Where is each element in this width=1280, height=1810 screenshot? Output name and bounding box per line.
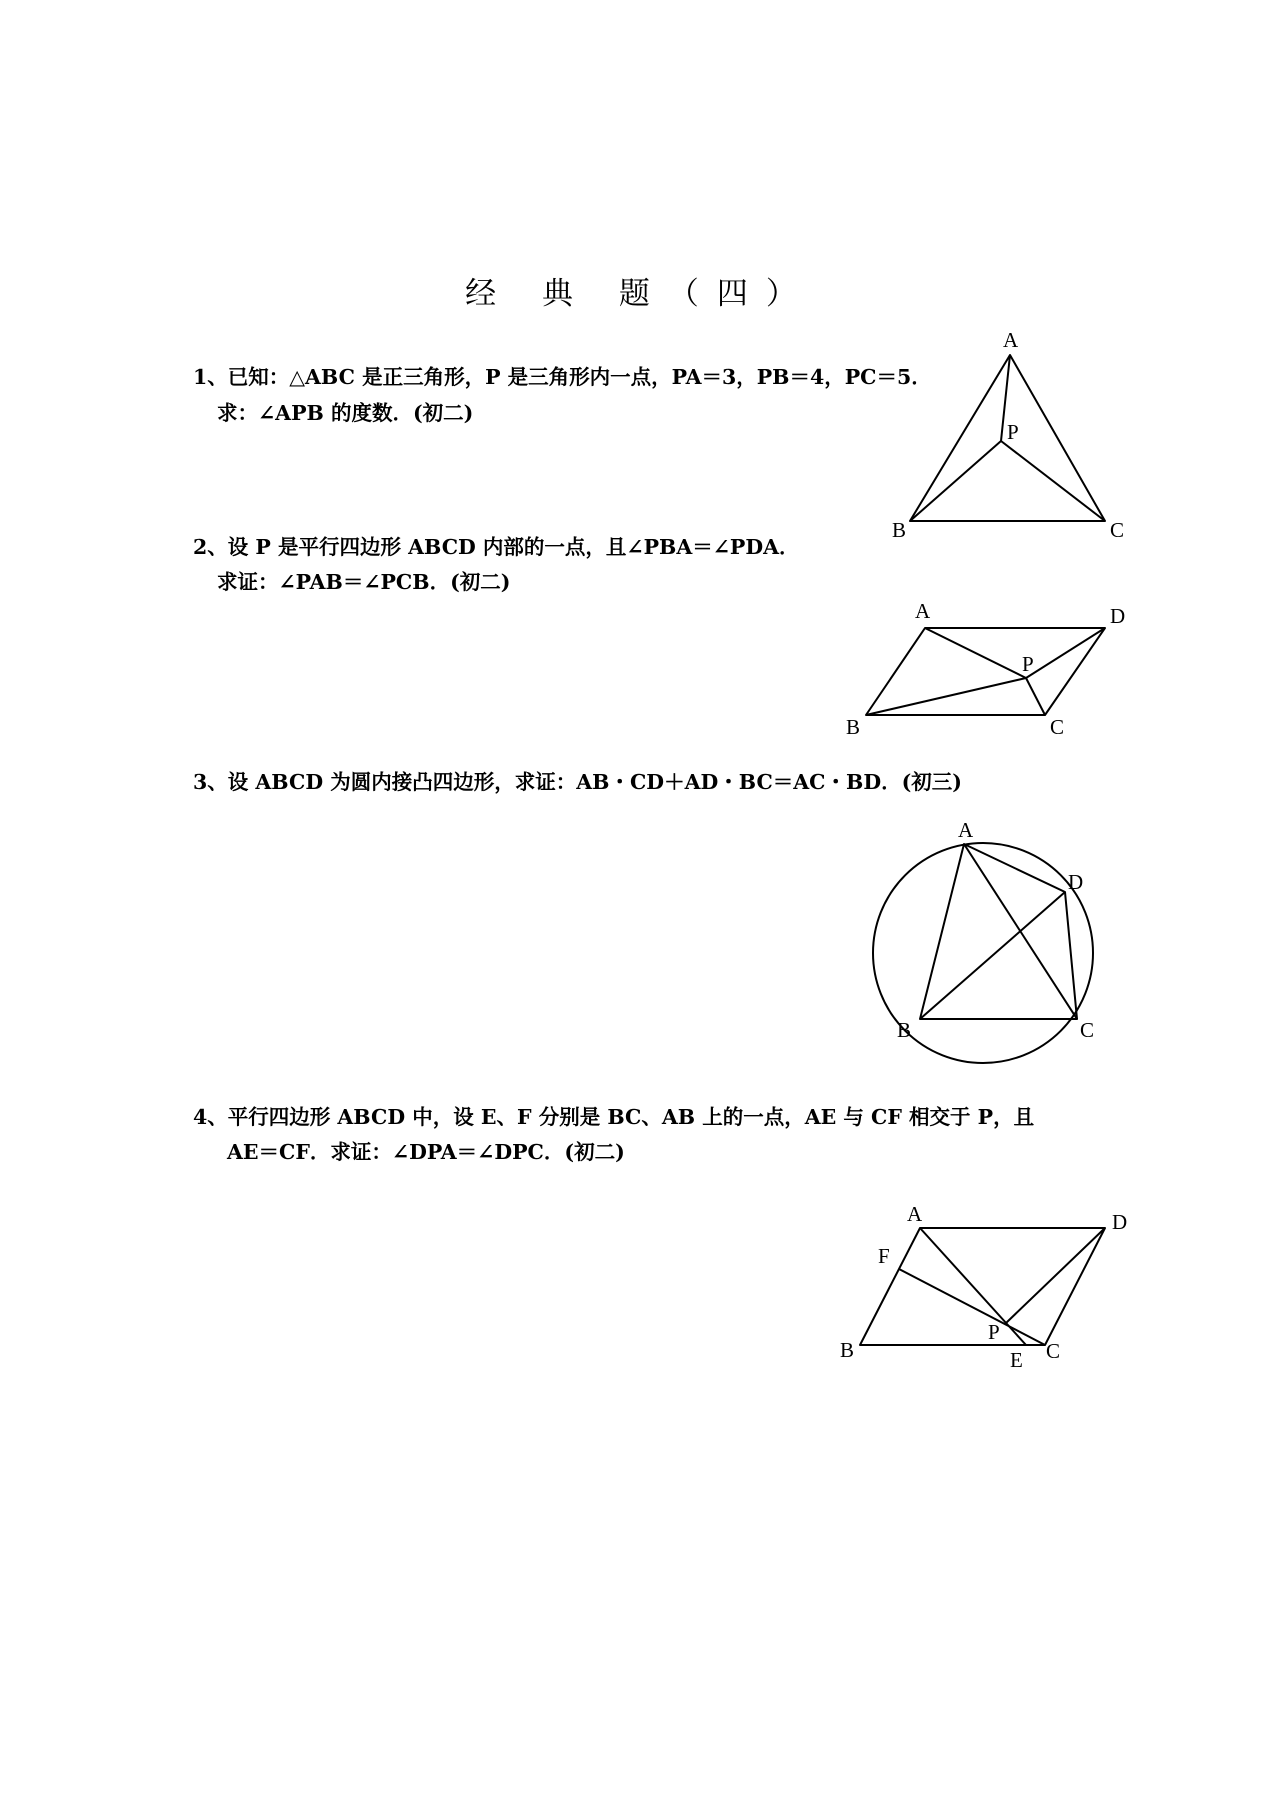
figure-4-parallelogram	[830, 1195, 1150, 1380]
segment-pb	[866, 678, 1026, 715]
segment-pc	[1026, 678, 1045, 715]
figure-1-equilateral-triangle	[880, 325, 1140, 545]
problem-4-question: AE＝CF．求证：∠DPA＝∠DPC．(初二)	[227, 1140, 625, 1164]
problem-1-statement: 1、已知：△ABC 是正三角形，P 是三角形内一点，PA＝3，PB＝4，PC＝5．	[193, 365, 932, 389]
problem-3-statement: 3、设 ABCD 为圆内接凸四边形，求证：AB・CD＋AD・BC＝AC・BD．(初三)	[193, 770, 962, 794]
label-p: P	[988, 1320, 1000, 1344]
label-d: D	[1110, 604, 1126, 628]
figure-2-parallelogram	[840, 600, 1140, 745]
segment-pd	[1026, 628, 1105, 678]
label-d: D	[1112, 1210, 1128, 1234]
quadrilateral-abdc	[920, 844, 1077, 1019]
segment-pd	[1006, 1228, 1105, 1323]
problem-2-statement: 2、设 P 是平行四边形 ABCD 内部的一点，且∠PBA＝∠PDA．	[193, 535, 800, 559]
parallelogram-abcd	[866, 628, 1105, 715]
label-b: B	[892, 518, 907, 542]
label-a: A	[907, 1202, 923, 1226]
label-a: A	[1003, 328, 1019, 352]
problem-4-statement: 4、平行四边形 ABCD 中，设 E、F 分别是 BC、AB 上的一点，AE 与 CF 相交于 P，且	[193, 1105, 1035, 1129]
label-b: B	[897, 1018, 912, 1042]
label-a: A	[958, 818, 974, 842]
segment-pb	[910, 441, 1001, 521]
label-c: C	[1110, 518, 1125, 542]
label-b: B	[846, 715, 861, 739]
label-p: P	[1007, 420, 1019, 444]
diagonal-bd	[920, 892, 1065, 1019]
label-d: D	[1068, 870, 1084, 894]
segment-pa	[925, 628, 1026, 678]
parallelogram-abcd	[860, 1228, 1105, 1345]
label-f: F	[878, 1244, 890, 1268]
page-title: 经 典 题（四）	[465, 276, 815, 312]
figure-3-cyclic-quadrilateral	[870, 818, 1130, 1065]
label-c: C	[1080, 1018, 1095, 1042]
label-b: B	[840, 1338, 855, 1362]
problem-2-question: 求证：∠PAB＝∠PCB．(初二)	[217, 570, 511, 594]
problem-1-question: 求：∠APB 的度数．(初二)	[217, 401, 474, 425]
label-a: A	[915, 599, 931, 623]
label-e: E	[1010, 1348, 1023, 1372]
label-p: P	[1022, 652, 1034, 676]
label-c: C	[1050, 715, 1065, 739]
segment-pc	[1001, 441, 1105, 521]
label-c: C	[1046, 1339, 1061, 1363]
